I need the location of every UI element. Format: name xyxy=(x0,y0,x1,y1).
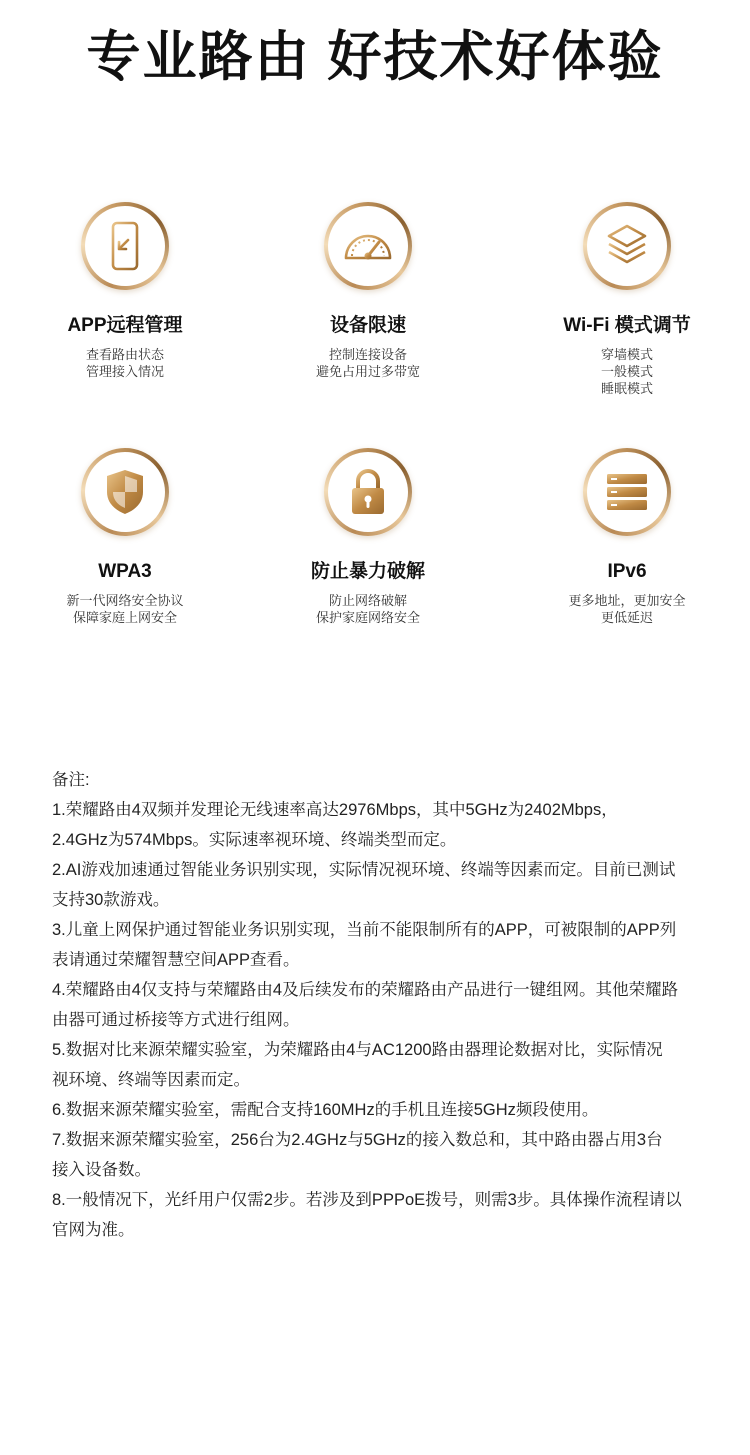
speedometer-icon xyxy=(340,218,396,274)
feature-title: 设备限速 xyxy=(329,315,406,336)
feature-desc-line: 更多地址，更加安全 xyxy=(568,593,686,608)
notes-section xyxy=(52,765,702,1245)
note-line: 支持30款游戏。 xyxy=(52,891,170,909)
feature-desc xyxy=(0,346,250,380)
note-line: 表请通过荣耀智慧空间APP查看。 xyxy=(52,951,300,969)
note-line: 接入设备数。 xyxy=(52,1161,151,1179)
feature-desc xyxy=(502,346,750,397)
feature-desc xyxy=(502,592,750,626)
note-line: 2.4GHz为574Mbps。实际速率视环境、终端类型而定。 xyxy=(52,831,457,849)
icon-ring xyxy=(583,202,671,290)
feature-desc-line: 更低延迟 xyxy=(600,610,653,625)
icon-ring xyxy=(81,448,169,536)
note-line: 7.数据来源荣耀实验室，256台为2.4GHz与5GHz的接入数总和，其中路由器占用3台 xyxy=(52,1131,663,1149)
shield-icon xyxy=(97,464,153,520)
feature-speed-limit xyxy=(243,202,493,380)
icon-ring xyxy=(324,448,412,536)
feature-desc-line: 新一代网络安全协议 xyxy=(66,593,184,608)
note-line: 3.儿童上网保护通过智能业务识别实现，当前不能限制所有的APP，可被限制的APP列 xyxy=(52,921,677,939)
feature-desc-line: 避免占用过多带宽 xyxy=(315,364,420,379)
feature-title: APP远程管理 xyxy=(67,315,183,336)
icon-ring xyxy=(324,202,412,290)
page-title: 专业路由 好技术好体验 xyxy=(86,27,664,87)
note-line: 6.数据来源荣耀实验室，需配合支持160MHz的手机且连接5GHz频段使用。 xyxy=(52,1101,599,1119)
feature-desc-line: 睡眠模式 xyxy=(600,381,653,396)
feature-wifi-mode xyxy=(502,202,750,397)
feature-wpa3 xyxy=(0,448,250,626)
layers-icon xyxy=(599,218,655,274)
note-line: 5.数据对比来源荣耀实验室，为荣耀路由4与AC1200路由器理论数据对比，实际情况 xyxy=(52,1041,663,1059)
note-line: 2.AI游戏加速通过智能业务识别实现，实际情况视环境、终端等因素而定。目前已测试 xyxy=(52,861,676,879)
notes-heading: 备注: xyxy=(52,771,90,789)
feature-title: Wi-Fi 模式调节 xyxy=(563,315,691,336)
server-icon xyxy=(599,464,655,520)
icon-ring xyxy=(583,448,671,536)
padlock-icon xyxy=(340,464,396,520)
feature-desc-line: 防止网络破解 xyxy=(328,593,407,608)
feature-title: WPA3 xyxy=(98,561,152,582)
feature-anti-brute-force xyxy=(243,448,493,626)
feature-desc xyxy=(0,592,250,626)
feature-desc-line: 管理接入情况 xyxy=(85,364,164,379)
feature-desc-line: 保护家庭网络安全 xyxy=(315,610,420,625)
phone-app-icon xyxy=(97,218,153,274)
feature-desc-line: 保障家庭上网安全 xyxy=(72,610,177,625)
feature-ipv6 xyxy=(502,448,750,626)
feature-desc xyxy=(243,346,493,380)
feature-title: IPv6 xyxy=(607,561,647,582)
feature-desc-line: 穿墙模式 xyxy=(600,347,653,362)
note-line: 由器可通过桥接等方式进行组网。 xyxy=(52,1011,300,1029)
feature-title: 防止暴力破解 xyxy=(310,561,425,582)
note-line: 1.荣耀路由4双频并发理论无线速率高达2976Mbps，其中5GHz为2402Mbps， xyxy=(52,801,618,819)
feature-desc-line: 控制连接设备 xyxy=(328,347,407,362)
feature-app-remote xyxy=(0,202,250,380)
note-line: 视环境、终端等因素而定。 xyxy=(52,1071,250,1089)
feature-desc-line: 一般模式 xyxy=(600,364,653,379)
note-line: 8.一般情况下，光纤用户仅需2步。若涉及到PPPoE拨号，则需3步。具体操作流程请以 xyxy=(52,1191,682,1209)
note-line: 4.荣耀路由4仅支持与荣耀路由4及后续发布的荣耀路由产品进行一键组网。其他荣耀路 xyxy=(52,981,679,999)
icon-ring xyxy=(81,202,169,290)
feature-desc-line: 查看路由状态 xyxy=(85,347,164,362)
note-line: 官网为准。 xyxy=(52,1221,135,1239)
feature-desc xyxy=(243,592,493,626)
